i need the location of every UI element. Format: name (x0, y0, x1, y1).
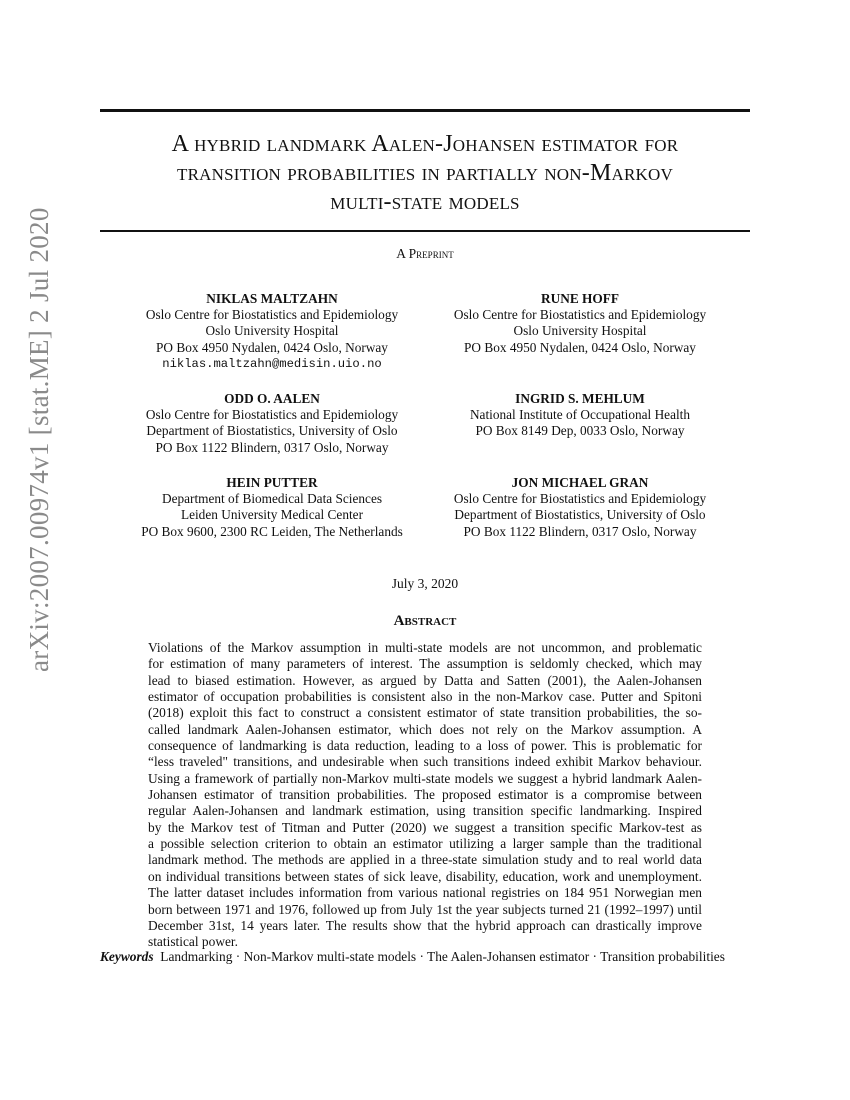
author-email[interactable]: niklas.maltzahn@medisin.uio.no (162, 356, 382, 371)
abstract-line: Using a framework of partially non-Markov multi-state models we suggest a hybrid landmark Aalen- (148, 770, 702, 786)
bottom-rule (100, 230, 750, 232)
author-block (420, 475, 740, 540)
keywords-label: Keywords (100, 949, 154, 964)
affiliation: Leiden University Medical Center (180, 507, 364, 523)
abstract-line: lead to biased estimation. However, as argued by Datta and Satten (2001), the Aalen-Johansen (148, 672, 702, 688)
abstract-line: landmark method. The methods are applied in a three-state simulation study and to real world data (148, 852, 702, 868)
affiliation: Department of Biostatistics, University of Oslo (454, 507, 706, 523)
title-line: A hybrid landmark Aalen-Johansen estimator for (171, 131, 679, 157)
abstract-line: born between 1971 and 1976, followed up from July 1st the year subjects turned 21 (1992–1997) until (148, 901, 702, 917)
author-name: JON MICHAEL GRAN (511, 475, 649, 490)
keywords (100, 949, 750, 965)
affiliation: Oslo University Hospital (513, 323, 647, 339)
title-line: transition probabilities in partially non-Markov (177, 160, 673, 186)
abstract-line: Johansen estimator of transition probabilities. The proposed estimator is a compromise between (148, 787, 702, 803)
address: PO Box 9600, 2300 RC Leiden, The Netherlands (141, 523, 403, 539)
abstract-line: (2018) exploit this fact to construct a consistent estimator of state transition probabilities, the so- (148, 705, 702, 721)
abstract-line: called landmark Aalen-Johansen estimator, which does not rely on the Markov assumption. A (148, 721, 702, 737)
author-block (112, 291, 432, 372)
abstract-line: Violations of the Markov assumption in multi-state models are not uncommon, and problematic (148, 640, 702, 655)
preprint-label: A Preprint (396, 246, 454, 261)
address: PO Box 8149 Dep, 0033 Oslo, Norway (475, 423, 685, 439)
abstract-line: statistical power. (148, 934, 238, 950)
author-block (112, 475, 432, 540)
arxiv-identifier: arXiv:2007.00974v1 [stat.ME] 2 Jul 2020 (24, 207, 54, 672)
abstract-line: a possible selection criterion to obtain an estimator utilizing a larger sample than the traditional (148, 836, 702, 852)
affiliation: Department of Biostatistics, University of Oslo (146, 423, 398, 439)
paper-title (100, 130, 750, 217)
abstract-line: on individual transitions between states of sick leave, disability, education, work and unemployment. (148, 868, 702, 884)
address: PO Box 4950 Nydalen, 0424 Oslo, Norway (464, 339, 696, 355)
abstract-line: “less traveled" transitions, and undesirable when such transitions indeed exhibit Markov behaviour. (148, 754, 702, 770)
abstract-line: regular Aalen-Johansen and landmark estimation, using transition specific landmarking. Inspired (148, 803, 702, 819)
top-rule (100, 109, 750, 112)
author-block (112, 391, 432, 456)
author-name: NIKLAS MALTZAHN (206, 291, 338, 306)
affiliation: Oslo University Hospital (205, 323, 339, 339)
author-name: ODD O. AALEN (224, 391, 320, 406)
affiliation: Oslo Centre for Biostatistics and Epidemiology (453, 307, 707, 323)
abstract-line: December 31st, 14 years later. The results show that the hybrid approach can drastically improve (148, 917, 702, 933)
author-block (420, 391, 740, 440)
abstract-heading: Abstract (393, 613, 457, 629)
address: PO Box 4950 Nydalen, 0424 Oslo, Norway (156, 339, 388, 355)
author-name: HEIN PUTTER (226, 475, 318, 490)
keywords-list: Landmarking · Non-Markov multi-state models · The Aalen-Johansen estimator · Transition probabilities (160, 949, 725, 964)
abstract-line: for estimation of many parameters of interest. The assumption is seldomly checked, which may (148, 656, 702, 672)
author-name: RUNE HOFF (541, 291, 619, 306)
abstract-line: by the Markov test of Titman and Putter (2020) we suggest a transition specific Markov-test as (148, 819, 702, 835)
affiliation: Oslo Centre for Biostatistics and Epidemiology (145, 307, 399, 323)
affiliation: Oslo Centre for Biostatistics and Epidemiology (145, 407, 399, 423)
title-line: multi-state models (330, 189, 520, 215)
abstract-line: The latter dataset includes information from various national registries on 184 951 Norwegian men (148, 885, 702, 901)
affiliation: National Institute of Occupational Health (469, 407, 691, 423)
affiliation: Oslo Centre for Biostatistics and Epidemiology (453, 491, 707, 507)
author-block (420, 291, 740, 356)
author-name: INGRID S. MEHLUM (515, 391, 645, 406)
address: PO Box 1122 Blindern, 0317 Oslo, Norway (155, 439, 389, 455)
address: PO Box 1122 Blindern, 0317 Oslo, Norway (463, 523, 697, 539)
affiliation: Department of Biomedical Data Sciences (161, 491, 383, 507)
abstract-line: consequence of landmarking is data reduction, leading to a loss of power. This is problematic for (148, 738, 702, 754)
abstract-body (148, 640, 702, 951)
abstract-line: estimator of occupation probabilities is consistent also in the non-Markov case. Putter and Spitoni (148, 689, 702, 705)
paper-date: July 3, 2020 (391, 576, 459, 591)
